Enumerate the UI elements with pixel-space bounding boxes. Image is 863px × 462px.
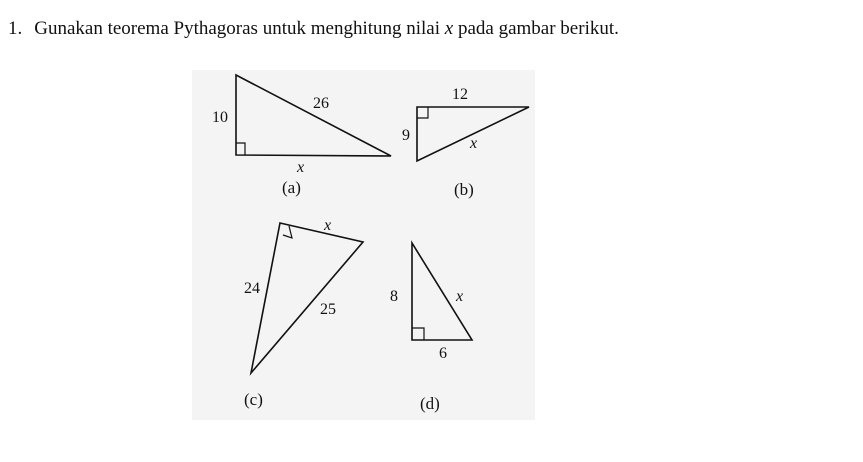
triangle-figures-svg (192, 70, 535, 420)
question-number: 1. (8, 18, 23, 39)
triangle-b-label-9: 9 (402, 127, 410, 144)
triangle-figures (192, 70, 535, 420)
triangle-c-label-x: x (324, 217, 332, 234)
question-text (8, 18, 619, 40)
triangle-c (244, 217, 363, 409)
triangle-a-caption: (a) (282, 178, 301, 197)
triangle-d (390, 243, 472, 413)
triangle-d-label-6: 6 (439, 345, 447, 362)
question-variable: x (444, 18, 454, 39)
triangle-c-caption: (c) (244, 390, 263, 409)
triangle-c-shape (251, 223, 363, 373)
triangle-b-caption: (b) (454, 180, 474, 199)
triangle-d-right-angle (412, 328, 424, 340)
triangle-d-label-x: x (456, 288, 464, 305)
triangle-a-label-x: x (297, 159, 305, 176)
triangle-b-shape (417, 107, 529, 161)
triangle-c-label-25: 25 (320, 301, 336, 318)
triangle-b-right-angle (417, 107, 428, 118)
question-text-before: Gunakan teorema Pythagoras untuk menghitung nilai (34, 18, 441, 39)
triangle-a-right-angle (236, 143, 245, 155)
triangle-a-label-26: 26 (313, 95, 329, 112)
triangle-c-label-24: 24 (244, 280, 260, 297)
triangle-d-caption: (d) (420, 394, 440, 413)
triangle-b-label-x: x (470, 135, 478, 152)
triangle-a (212, 75, 391, 197)
triangle-a-shape (236, 75, 391, 156)
triangle-b-label-12: 12 (452, 86, 468, 103)
triangle-c-right-angle (283, 226, 292, 238)
question-text-after: pada gambar berikut. (457, 18, 619, 39)
triangle-b (402, 86, 529, 199)
triangle-a-label-10: 10 (212, 109, 228, 126)
triangle-d-label-8: 8 (390, 288, 398, 305)
